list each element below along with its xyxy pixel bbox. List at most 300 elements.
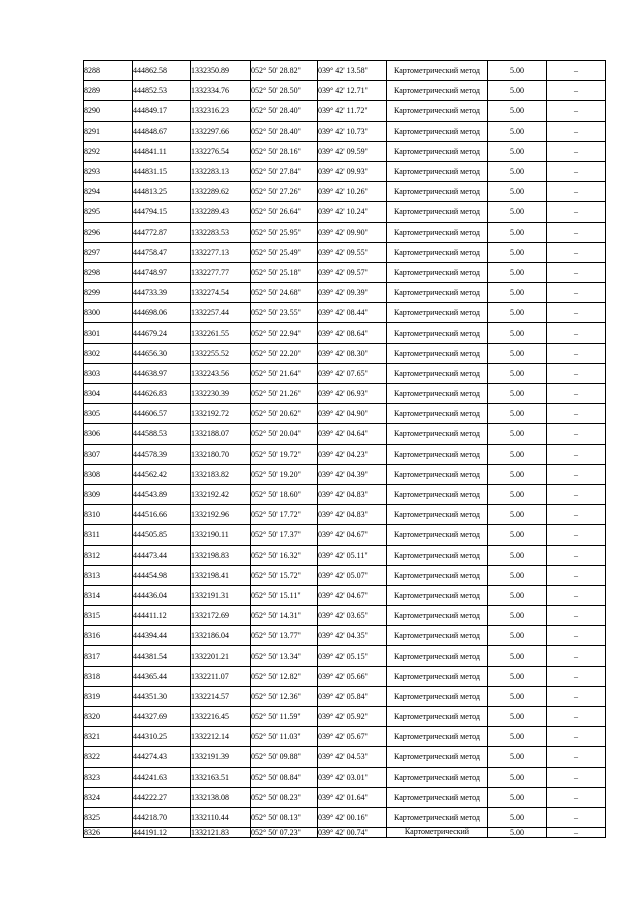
latitude-cell: 052° 50' 11.59" (251, 707, 318, 727)
point-number-cell: 8321 (84, 727, 133, 747)
note-cell: – (547, 626, 606, 646)
point-number-cell: 8300 (84, 303, 133, 323)
precision-cell: 5.00 (488, 161, 547, 181)
table-row (84, 807, 606, 827)
precision-cell: 5.00 (488, 424, 547, 444)
precision-cell: 5.00 (488, 686, 547, 706)
longitude-cell: 039° 42' 09.57" (318, 262, 387, 282)
longitude-cell: 039° 42' 09.39" (318, 283, 387, 303)
coord-x-cell: 444626.83 (133, 384, 191, 404)
coord-x-cell: 444588.53 (133, 424, 191, 444)
point-number-cell: 8324 (84, 787, 133, 807)
latitude-cell: 052° 50' 20.04" (251, 424, 318, 444)
coord-y-cell: 1332198.41 (191, 565, 251, 585)
coord-x-cell: 444841.11 (133, 141, 191, 161)
table-row (84, 787, 606, 807)
point-number-cell: 8303 (84, 363, 133, 383)
point-number-cell: 8313 (84, 565, 133, 585)
latitude-cell: 052° 50' 20.62" (251, 404, 318, 424)
longitude-cell: 039° 42' 04.23" (318, 444, 387, 464)
latitude-cell: 052° 50' 16.32" (251, 545, 318, 565)
longitude-cell: 039° 42' 04.83" (318, 484, 387, 504)
note-cell: – (547, 525, 606, 545)
coord-x-cell: 444748.97 (133, 262, 191, 282)
coord-x-cell: 444516.66 (133, 505, 191, 525)
precision-cell: 5.00 (488, 747, 547, 767)
note-cell: – (547, 484, 606, 504)
table-row (84, 121, 606, 141)
longitude-cell: 039° 42' 10.24" (318, 202, 387, 222)
precision-cell: 5.00 (488, 222, 547, 242)
method-cell: Картометрический метод (387, 141, 488, 161)
latitude-cell: 052° 50' 13.34" (251, 646, 318, 666)
note-cell: – (547, 222, 606, 242)
precision-cell: 5.00 (488, 303, 547, 323)
method-cell: Картометрический метод (387, 161, 488, 181)
longitude-cell: 039° 42' 08.30" (318, 343, 387, 363)
table-row (84, 747, 606, 767)
longitude-cell: 039° 42' 04.67" (318, 585, 387, 605)
table-row (84, 646, 606, 666)
table-row (84, 81, 606, 101)
latitude-cell: 052° 50' 13.77" (251, 626, 318, 646)
method-cell: Картометрический метод (387, 61, 488, 81)
note-cell: – (547, 666, 606, 686)
point-number-cell: 8310 (84, 505, 133, 525)
longitude-cell: 039° 42' 13.58" (318, 61, 387, 81)
point-number-cell: 8292 (84, 141, 133, 161)
point-number-cell: 8316 (84, 626, 133, 646)
table-row (84, 61, 606, 81)
longitude-cell: 039° 42' 09.93" (318, 161, 387, 181)
longitude-cell: 039° 42' 06.93" (318, 384, 387, 404)
coord-y-cell: 1332198.83 (191, 545, 251, 565)
coord-x-cell: 444638.97 (133, 363, 191, 383)
longitude-cell: 039° 42' 09.90" (318, 222, 387, 242)
coord-x-cell: 444351.30 (133, 686, 191, 706)
coord-y-cell: 1332121.83 (191, 828, 251, 838)
precision-cell: 5.00 (488, 545, 547, 565)
note-cell: – (547, 242, 606, 262)
coord-y-cell: 1332297.66 (191, 121, 251, 141)
precision-cell: 5.00 (488, 242, 547, 262)
coord-y-cell: 1332183.82 (191, 464, 251, 484)
coord-y-cell: 1332277.13 (191, 242, 251, 262)
note-cell: – (547, 787, 606, 807)
coord-y-cell: 1332192.96 (191, 505, 251, 525)
coord-y-cell: 1332192.72 (191, 404, 251, 424)
method-cell: Картометрический метод (387, 747, 488, 767)
precision-cell: 5.00 (488, 787, 547, 807)
table-row (84, 363, 606, 383)
precision-cell: 5.00 (488, 807, 547, 827)
method-cell: Картометрический метод (387, 444, 488, 464)
note-cell: – (547, 141, 606, 161)
coord-x-cell: 444411.12 (133, 606, 191, 626)
method-cell: Картометрический метод (387, 525, 488, 545)
latitude-cell: 052° 50' 26.64" (251, 202, 318, 222)
latitude-cell: 052° 50' 08.84" (251, 767, 318, 787)
coord-y-cell: 1332188.07 (191, 424, 251, 444)
precision-cell: 5.00 (488, 707, 547, 727)
coord-y-cell: 1332316.23 (191, 101, 251, 121)
precision-cell: 5.00 (488, 565, 547, 585)
longitude-cell: 039° 42' 09.55" (318, 242, 387, 262)
method-cell: Картометрический метод (387, 686, 488, 706)
latitude-cell: 052° 50' 12.82" (251, 666, 318, 686)
coordinates-table (83, 60, 606, 838)
coord-x-cell: 444381.54 (133, 646, 191, 666)
coord-y-cell: 1332201.21 (191, 646, 251, 666)
point-number-cell: 8308 (84, 464, 133, 484)
note-cell: – (547, 727, 606, 747)
note-cell: – (547, 424, 606, 444)
latitude-cell: 052° 50' 08.23" (251, 787, 318, 807)
table-row (84, 161, 606, 181)
table-row (84, 242, 606, 262)
note-cell: – (547, 182, 606, 202)
latitude-cell: 052° 50' 17.37" (251, 525, 318, 545)
point-number-cell: 8317 (84, 646, 133, 666)
point-number-cell: 8307 (84, 444, 133, 464)
latitude-cell: 052° 50' 28.16" (251, 141, 318, 161)
precision-cell: 5.00 (488, 727, 547, 747)
precision-cell: 5.00 (488, 484, 547, 504)
longitude-cell: 039° 42' 03.01" (318, 767, 387, 787)
table-row (84, 202, 606, 222)
method-cell: Картометрический метод (387, 384, 488, 404)
latitude-cell: 052° 50' 08.13" (251, 807, 318, 827)
longitude-cell: 039° 42' 05.15" (318, 646, 387, 666)
precision-cell: 5.00 (488, 81, 547, 101)
note-cell: – (547, 202, 606, 222)
table-row (84, 828, 606, 838)
precision-cell: 5.00 (488, 646, 547, 666)
coord-x-cell: 444505.85 (133, 525, 191, 545)
coord-x-cell: 444849.17 (133, 101, 191, 121)
method-cell: Картометрический метод (387, 505, 488, 525)
coord-x-cell: 444862.58 (133, 61, 191, 81)
longitude-cell: 039° 42' 00.74" (318, 828, 387, 838)
latitude-cell: 052° 50' 22.94" (251, 323, 318, 343)
coord-x-cell: 444656.30 (133, 343, 191, 363)
latitude-cell: 052° 50' 27.26" (251, 182, 318, 202)
coord-y-cell: 1332211.07 (191, 666, 251, 686)
note-cell: – (547, 444, 606, 464)
table-row (84, 444, 606, 464)
coord-x-cell: 444831.15 (133, 161, 191, 181)
point-number-cell: 8320 (84, 707, 133, 727)
precision-cell: 5.00 (488, 606, 547, 626)
method-cell: Картометрический (387, 828, 488, 838)
coord-y-cell: 1332255.52 (191, 343, 251, 363)
point-number-cell: 8297 (84, 242, 133, 262)
note-cell: – (547, 807, 606, 827)
point-number-cell: 8288 (84, 61, 133, 81)
longitude-cell: 039° 42' 12.71" (318, 81, 387, 101)
point-number-cell: 8299 (84, 283, 133, 303)
coord-x-cell: 444606.57 (133, 404, 191, 424)
coord-y-cell: 1332172.69 (191, 606, 251, 626)
coord-x-cell: 444191.12 (133, 828, 191, 838)
table-row (84, 101, 606, 121)
coord-y-cell: 1332180.70 (191, 444, 251, 464)
method-cell: Картометрический метод (387, 787, 488, 807)
table-row (84, 626, 606, 646)
longitude-cell: 039° 42' 08.44" (318, 303, 387, 323)
coord-x-cell: 444772.87 (133, 222, 191, 242)
coord-x-cell: 444365.44 (133, 666, 191, 686)
note-cell: – (547, 323, 606, 343)
latitude-cell: 052° 50' 09.88" (251, 747, 318, 767)
note-cell: – (547, 161, 606, 181)
method-cell: Картометрический метод (387, 404, 488, 424)
note-cell: – (547, 545, 606, 565)
precision-cell: 5.00 (488, 828, 547, 838)
coord-x-cell: 444327.69 (133, 707, 191, 727)
coord-x-cell: 444310.25 (133, 727, 191, 747)
table-row (84, 182, 606, 202)
point-number-cell: 8319 (84, 686, 133, 706)
note-cell: – (547, 404, 606, 424)
coord-y-cell: 1332212.14 (191, 727, 251, 747)
longitude-cell: 039° 42' 04.53" (318, 747, 387, 767)
precision-cell: 5.00 (488, 283, 547, 303)
latitude-cell: 052° 50' 22.20" (251, 343, 318, 363)
coord-y-cell: 1332276.54 (191, 141, 251, 161)
note-cell: – (547, 61, 606, 81)
point-number-cell: 8315 (84, 606, 133, 626)
precision-cell: 5.00 (488, 363, 547, 383)
longitude-cell: 039° 42' 05.66" (318, 666, 387, 686)
coord-x-cell: 444543.89 (133, 484, 191, 504)
note-cell: – (547, 384, 606, 404)
coord-y-cell: 1332192.42 (191, 484, 251, 504)
table-row (84, 323, 606, 343)
latitude-cell: 052° 50' 28.50" (251, 81, 318, 101)
precision-cell: 5.00 (488, 464, 547, 484)
method-cell: Картометрический метод (387, 585, 488, 605)
coord-x-cell: 444241.63 (133, 767, 191, 787)
method-cell: Картометрический метод (387, 323, 488, 343)
point-number-cell: 8325 (84, 807, 133, 827)
longitude-cell: 039° 42' 04.90" (318, 404, 387, 424)
point-number-cell: 8295 (84, 202, 133, 222)
table-row (84, 686, 606, 706)
latitude-cell: 052° 50' 25.18" (251, 262, 318, 282)
longitude-cell: 039° 42' 04.83" (318, 505, 387, 525)
latitude-cell: 052° 50' 19.20" (251, 464, 318, 484)
latitude-cell: 052° 50' 21.64" (251, 363, 318, 383)
note-cell: – (547, 101, 606, 121)
latitude-cell: 052° 50' 12.36" (251, 686, 318, 706)
table-row (84, 727, 606, 747)
coord-y-cell: 1332216.45 (191, 707, 251, 727)
coord-x-cell: 444794.15 (133, 202, 191, 222)
coord-x-cell: 444813.25 (133, 182, 191, 202)
precision-cell: 5.00 (488, 444, 547, 464)
precision-cell: 5.00 (488, 202, 547, 222)
table-row (84, 343, 606, 363)
precision-cell: 5.00 (488, 404, 547, 424)
point-number-cell: 8314 (84, 585, 133, 605)
point-number-cell: 8312 (84, 545, 133, 565)
latitude-cell: 052° 50' 18.60" (251, 484, 318, 504)
note-cell: – (547, 303, 606, 323)
method-cell: Картометрический метод (387, 121, 488, 141)
latitude-cell: 052° 50' 15.11" (251, 585, 318, 605)
point-number-cell: 8318 (84, 666, 133, 686)
note-cell: – (547, 828, 606, 838)
latitude-cell: 052° 50' 28.40" (251, 121, 318, 141)
point-number-cell: 8290 (84, 101, 133, 121)
coord-y-cell: 1332334.76 (191, 81, 251, 101)
point-number-cell: 8298 (84, 262, 133, 282)
longitude-cell: 039° 42' 07.65" (318, 363, 387, 383)
precision-cell: 5.00 (488, 505, 547, 525)
longitude-cell: 039° 42' 03.65" (318, 606, 387, 626)
table-row (84, 404, 606, 424)
longitude-cell: 039° 42' 05.11" (318, 545, 387, 565)
note-cell: – (547, 283, 606, 303)
note-cell: – (547, 121, 606, 141)
latitude-cell: 052° 50' 21.26" (251, 384, 318, 404)
longitude-cell: 039° 42' 11.72" (318, 101, 387, 121)
precision-cell: 5.00 (488, 141, 547, 161)
table-row (84, 384, 606, 404)
latitude-cell: 052° 50' 23.55" (251, 303, 318, 323)
method-cell: Картометрический метод (387, 767, 488, 787)
method-cell: Картометрический метод (387, 262, 488, 282)
longitude-cell: 039° 42' 10.73" (318, 121, 387, 141)
latitude-cell: 052° 50' 25.95" (251, 222, 318, 242)
point-number-cell: 8323 (84, 767, 133, 787)
longitude-cell: 039° 42' 05.67" (318, 727, 387, 747)
latitude-cell: 052° 50' 17.72" (251, 505, 318, 525)
coord-y-cell: 1332214.57 (191, 686, 251, 706)
point-number-cell: 8306 (84, 424, 133, 444)
method-cell: Картометрический метод (387, 81, 488, 101)
coord-y-cell: 1332110.44 (191, 807, 251, 827)
coord-x-cell: 444848.67 (133, 121, 191, 141)
note-cell: – (547, 363, 606, 383)
method-cell: Картометрический метод (387, 283, 488, 303)
longitude-cell: 039° 42' 08.64" (318, 323, 387, 343)
latitude-cell: 052° 50' 14.31" (251, 606, 318, 626)
coord-x-cell: 444218.70 (133, 807, 191, 827)
point-number-cell: 8309 (84, 484, 133, 504)
coord-x-cell: 444578.39 (133, 444, 191, 464)
coord-y-cell: 1332163.51 (191, 767, 251, 787)
method-cell: Картометрический метод (387, 626, 488, 646)
longitude-cell: 039° 42' 10.26" (318, 182, 387, 202)
coord-x-cell: 444436.04 (133, 585, 191, 605)
latitude-cell: 052° 50' 24.68" (251, 283, 318, 303)
coord-y-cell: 1332261.55 (191, 323, 251, 343)
coord-y-cell: 1332257.44 (191, 303, 251, 323)
precision-cell: 5.00 (488, 626, 547, 646)
note-cell: – (547, 646, 606, 666)
point-number-cell: 8301 (84, 323, 133, 343)
coord-y-cell: 1332283.53 (191, 222, 251, 242)
method-cell: Картометрический метод (387, 363, 488, 383)
table-row (84, 585, 606, 605)
longitude-cell: 039° 42' 04.35" (318, 626, 387, 646)
note-cell: – (547, 707, 606, 727)
method-cell: Картометрический метод (387, 565, 488, 585)
precision-cell: 5.00 (488, 323, 547, 343)
longitude-cell: 039° 42' 05.07" (318, 565, 387, 585)
longitude-cell: 039° 42' 04.64" (318, 424, 387, 444)
coord-y-cell: 1332277.77 (191, 262, 251, 282)
precision-cell: 5.00 (488, 61, 547, 81)
longitude-cell: 039° 42' 04.39" (318, 464, 387, 484)
table-row (84, 545, 606, 565)
table-row (84, 606, 606, 626)
note-cell: – (547, 585, 606, 605)
point-number-cell: 8289 (84, 81, 133, 101)
table-row (84, 505, 606, 525)
coord-y-cell: 1332191.39 (191, 747, 251, 767)
method-cell: Картометрический метод (387, 646, 488, 666)
coord-y-cell: 1332186.04 (191, 626, 251, 646)
note-cell: – (547, 565, 606, 585)
table-row (84, 707, 606, 727)
method-cell: Картометрический метод (387, 606, 488, 626)
table-row (84, 141, 606, 161)
precision-cell: 5.00 (488, 182, 547, 202)
method-cell: Картометрический метод (387, 464, 488, 484)
coord-x-cell: 444473.44 (133, 545, 191, 565)
longitude-cell: 039° 42' 05.84" (318, 686, 387, 706)
note-cell: – (547, 81, 606, 101)
note-cell: – (547, 262, 606, 282)
table-row (84, 484, 606, 504)
coord-y-cell: 1332350.89 (191, 61, 251, 81)
precision-cell: 5.00 (488, 262, 547, 282)
method-cell: Картометрический метод (387, 484, 488, 504)
note-cell: – (547, 606, 606, 626)
table-row (84, 767, 606, 787)
note-cell: – (547, 464, 606, 484)
precision-cell: 5.00 (488, 101, 547, 121)
precision-cell: 5.00 (488, 525, 547, 545)
latitude-cell: 052° 50' 15.72" (251, 565, 318, 585)
point-number-cell: 8302 (84, 343, 133, 363)
coord-x-cell: 444758.47 (133, 242, 191, 262)
coord-x-cell: 444733.39 (133, 283, 191, 303)
table-row (84, 262, 606, 282)
longitude-cell: 039° 42' 05.92" (318, 707, 387, 727)
latitude-cell: 052° 50' 28.40" (251, 101, 318, 121)
method-cell: Картометрический метод (387, 222, 488, 242)
coord-y-cell: 1332289.43 (191, 202, 251, 222)
method-cell: Картометрический метод (387, 707, 488, 727)
method-cell: Картометрический метод (387, 101, 488, 121)
table-row (84, 424, 606, 444)
method-cell: Картометрический метод (387, 303, 488, 323)
coord-y-cell: 1332190.11 (191, 525, 251, 545)
longitude-cell: 039° 42' 01.64" (318, 787, 387, 807)
note-cell: – (547, 686, 606, 706)
note-cell: – (547, 343, 606, 363)
latitude-cell: 052° 50' 25.49" (251, 242, 318, 262)
coord-y-cell: 1332274.54 (191, 283, 251, 303)
precision-cell: 5.00 (488, 384, 547, 404)
latitude-cell: 052° 50' 11.03" (251, 727, 318, 747)
latitude-cell: 052° 50' 19.72" (251, 444, 318, 464)
method-cell: Картометрический метод (387, 343, 488, 363)
